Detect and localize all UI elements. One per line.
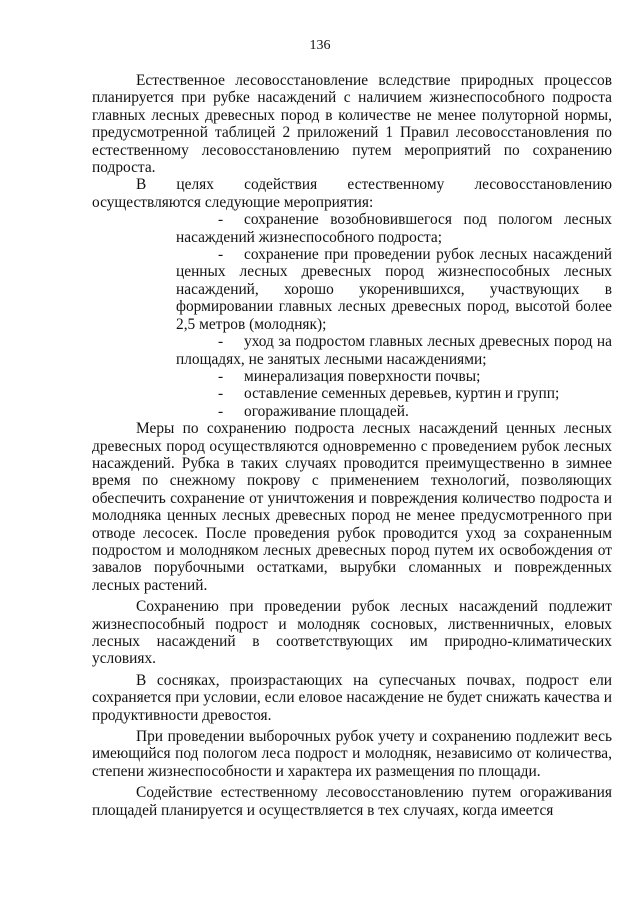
paragraph-natural-reforestation: Естественное лесовосстановление вследствие природных процессов планируется при рубке насаждений с наличием жизнеспособного подроста главных лесных древесных пород в количестве не менее полуторной нормы, предусмотренной таблицей 2 приложений 1 Правил лесовосстановления по естественному лесовосстановлению путем мероприятий по сохранению подроста. — [92, 72, 612, 177]
list-item: - оставление семенных деревьев, куртин и групп; — [218, 385, 560, 403]
list-dash: - — [218, 211, 224, 229]
paragraph-selective-felling: При проведении выборочных рубок учету и сохранению подлежит весь имеющийся под пологом леса подрост и молодняк, независимо от количества, степени жизнеспособности и характера их размещения по площади. — [92, 728, 612, 780]
paragraph-pine-stands: В сосняках, произрастающих на супесчаных почвах, подрост ели сохраняется при условии, если еловое насаждение не будет снижать качества и продуктивности древостоя. — [92, 671, 612, 724]
list-item: - минерализация поверхности почвы; — [218, 367, 481, 385]
paragraph-undergrowth-measures: Меры по сохранению подроста лесных насаждений ценных лесных древесных пород осуществляются одновременно с проведением рубок лесных насаждений. Рубка в таких случаях проводится преимущественно в зимнее время по снежному покрову с применением технологий, позволяющих обеспечить сохранение от уничтожения и повреждения количество подроста и молодняка ценных лесных древесных пород не менее предусмотренного при отводе лесосек. После проведения рубок проводится уход за сохраненным подростом и молодняком лесных древесных пород путем их освобождения от завалов порубочными остатками, вырубки сломанных и поврежденных лесных растений. — [92, 420, 612, 594]
list-dash: - — [218, 385, 224, 403]
list-item: - огораживание площадей. — [218, 402, 409, 420]
list-dash: - — [218, 402, 224, 420]
measures-list — [92, 211, 612, 420]
paragraph-preservation-species: Сохранению при проведении рубок лесных насаждений подлежит жизнеспособный подрост и молодняк сосновых, лиственничных, еловых лесных насаждений в соответствующих им природно-климатических условиях. — [92, 598, 612, 668]
list-dash: - — [218, 367, 224, 385]
list-item: - сохранение возобновившегося под пологом лесных насаждений жизнеспособного подроста; — [176, 211, 612, 246]
paragraph-measures-intro: В целях содействия естественному лесовосстановлению осуществляются следующие мероприятия: — [92, 176, 612, 211]
paragraph-fencing: Содействие естественному лесовосстановлению путем огораживания площадей планируется и осуществляется в тех случаях, когда имеется — [92, 784, 612, 819]
page-number: 136 — [309, 38, 331, 53]
document-body — [92, 72, 612, 819]
list-item: - сохранение при проведении рубок лесных насаждений ценных лесных древесных пород жизнеспособных лесных насаждений, хорошо укоренившихся, участвующих в формировании главных лесных древесных пород, высотой более 2,5 метров (молодняк); — [176, 246, 612, 333]
list-dash: - — [218, 333, 224, 351]
list-item: - уход за подростом главных лесных древесных пород на площадях, не занятых лесными насаждениями; — [176, 333, 612, 368]
list-dash: - — [218, 246, 224, 264]
